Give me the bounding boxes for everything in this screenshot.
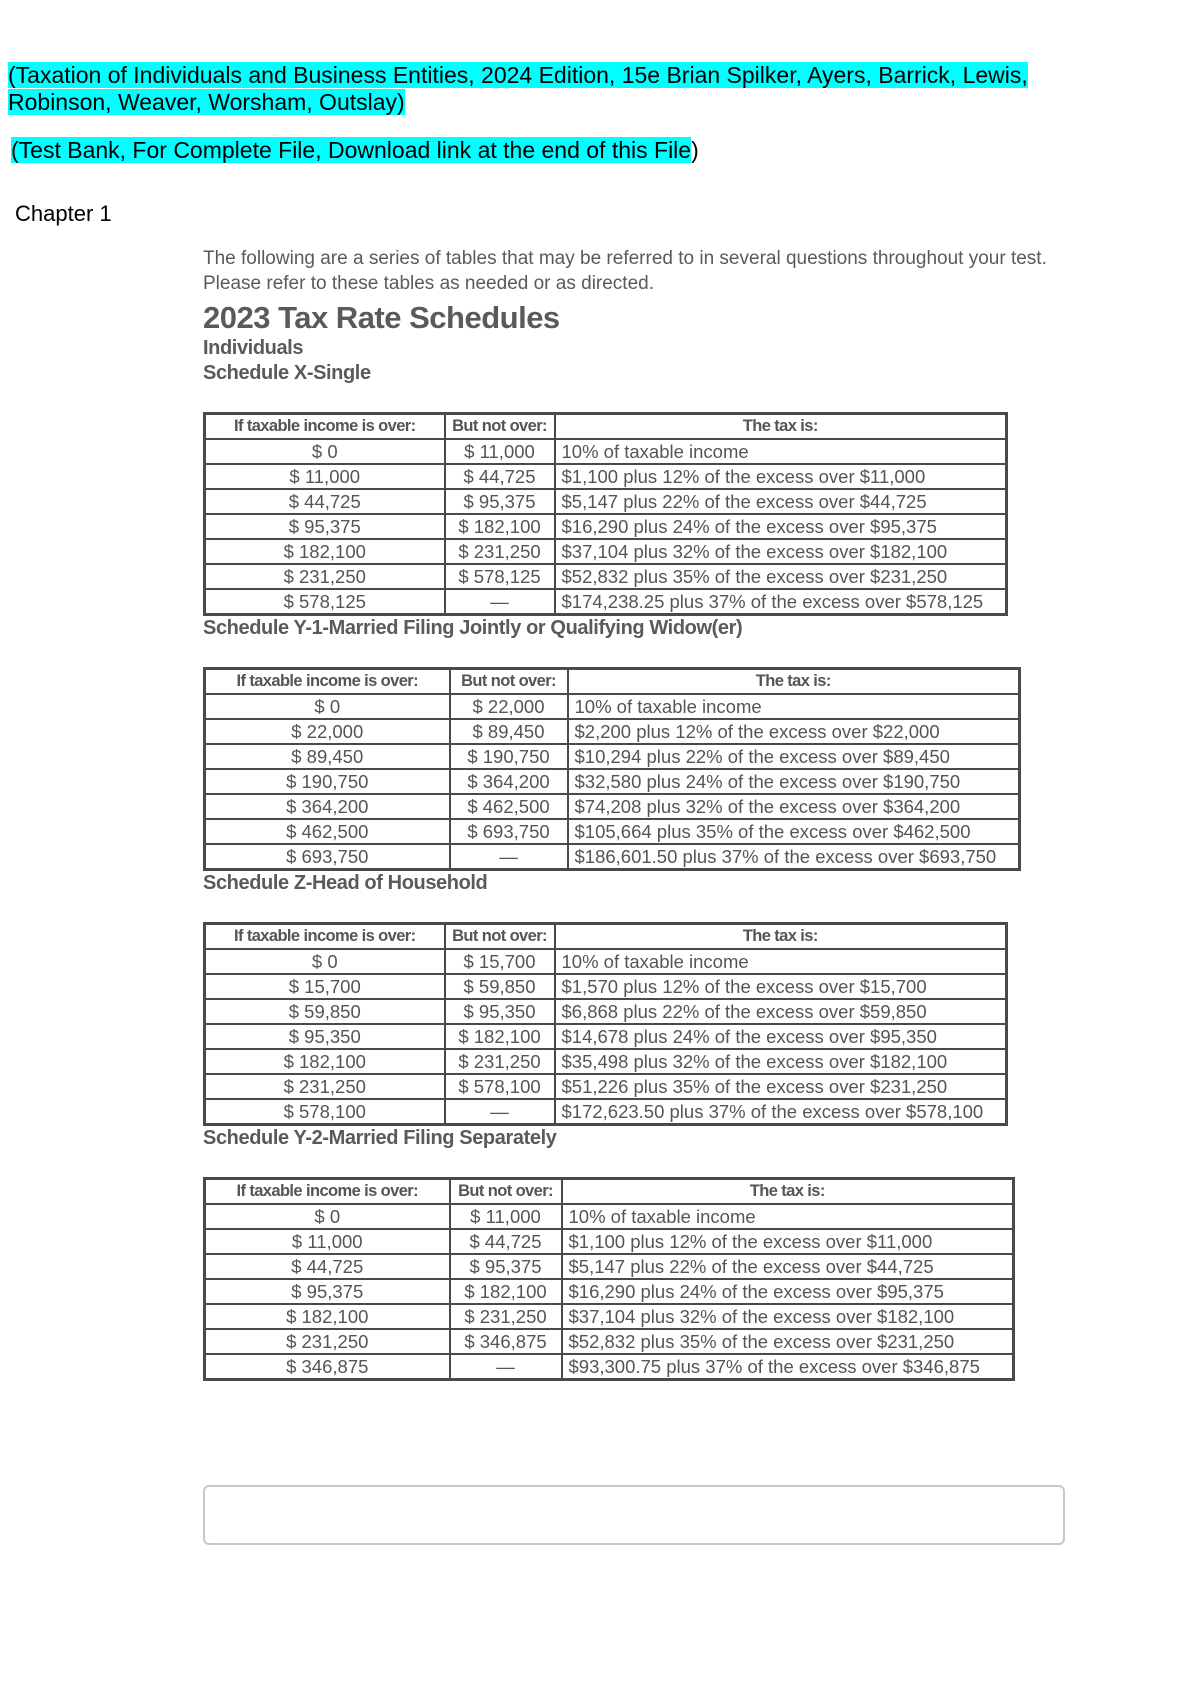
income-over-cell: $ 0 [205, 1204, 450, 1229]
tax-formula-cell: $51,226 plus 35% of the excess over $231,250 [555, 1074, 1007, 1099]
table-row [205, 514, 1007, 539]
table-row [205, 539, 1007, 564]
tax-formula-cell: $174,238.25 plus 37% of the excess over $578,125 [555, 589, 1007, 615]
tax-formula-cell: $16,290 plus 24% of the excess over $95,375 [555, 514, 1007, 539]
column-header: If taxable income is over: [205, 1179, 450, 1205]
table-row [205, 1354, 1014, 1380]
table-row [205, 1074, 1007, 1099]
tax-formula-cell: 10% of taxable income [555, 439, 1007, 464]
table-row [205, 464, 1007, 489]
income-over-cell: $ 15,700 [205, 974, 445, 999]
empty-answer-box [203, 1485, 1065, 1545]
table-row [205, 949, 1007, 974]
table-row [205, 999, 1007, 1024]
but-not-over-cell: $ 89,450 [450, 719, 568, 744]
but-not-over-cell: $ 44,725 [445, 464, 555, 489]
tax-formula-cell: $35,498 plus 32% of the excess over $182,100 [555, 1049, 1007, 1074]
tax-formula-cell: 10% of taxable income [562, 1204, 1014, 1229]
but-not-over-cell: — [445, 589, 555, 615]
but-not-over-cell: $ 182,100 [450, 1279, 562, 1304]
tax-formula-cell: $1,100 plus 12% of the excess over $11,000 [555, 464, 1007, 489]
income-over-cell: $ 231,250 [205, 1329, 450, 1354]
income-over-cell: $ 364,200 [205, 794, 450, 819]
but-not-over-cell: $ 364,200 [450, 769, 568, 794]
but-not-over-cell: — [450, 844, 568, 870]
but-not-over-cell: $ 190,750 [450, 744, 568, 769]
subtitle-tail-text: ) [691, 137, 699, 163]
income-over-cell: $ 182,100 [205, 539, 445, 564]
table-row [205, 974, 1007, 999]
column-header: If taxable income is over: [205, 669, 450, 695]
but-not-over-cell: — [450, 1354, 562, 1380]
income-over-cell: $ 89,450 [205, 744, 450, 769]
tax-formula-cell: $14,678 plus 24% of the excess over $95,350 [555, 1024, 1007, 1049]
table-row [205, 489, 1007, 514]
tax-formula-cell: $16,290 plus 24% of the excess over $95,375 [562, 1279, 1014, 1304]
table-row [205, 794, 1020, 819]
tax-formula-cell: $37,104 plus 32% of the excess over $182,100 [555, 539, 1007, 564]
tax-formula-cell: $5,147 plus 22% of the excess over $44,725 [555, 489, 1007, 514]
but-not-over-cell: $ 231,250 [445, 539, 555, 564]
income-over-cell: $ 95,375 [205, 1279, 450, 1304]
tax-formula-cell: $10,294 plus 22% of the excess over $89,450 [568, 744, 1020, 769]
column-header: The tax is: [568, 669, 1020, 695]
table-row [205, 1049, 1007, 1074]
schedule-title: Schedule Z-Head of Household [203, 872, 488, 894]
table-row [205, 1254, 1014, 1279]
but-not-over-cell: $ 231,250 [445, 1049, 555, 1074]
tax-formula-cell: $1,570 plus 12% of the excess over $15,700 [555, 974, 1007, 999]
income-over-cell: $ 578,100 [205, 1099, 445, 1125]
column-header: But not over: [445, 414, 555, 440]
but-not-over-cell: $ 693,750 [450, 819, 568, 844]
table-header-row [205, 414, 1007, 440]
income-over-cell: $ 22,000 [205, 719, 450, 744]
income-over-cell: $ 95,350 [205, 1024, 445, 1049]
table-row [205, 1329, 1014, 1354]
but-not-over-cell: $ 578,125 [445, 564, 555, 589]
table-row [205, 819, 1020, 844]
tax-schedule-table [203, 667, 1021, 871]
column-header: The tax is: [555, 414, 1007, 440]
tax-formula-cell: $2,200 plus 12% of the excess over $22,000 [568, 719, 1020, 744]
table-row [205, 744, 1020, 769]
table-row [205, 564, 1007, 589]
but-not-over-cell: $ 231,250 [450, 1304, 562, 1329]
table-header-row [205, 1179, 1014, 1205]
column-header: The tax is: [555, 924, 1007, 950]
table-row [205, 1099, 1007, 1125]
schedules-container [203, 361, 1103, 1381]
table-row [205, 769, 1020, 794]
table-row [205, 439, 1007, 464]
income-over-cell: $ 11,000 [205, 464, 445, 489]
tax-formula-cell: 10% of taxable income [568, 694, 1020, 719]
title-line-1-text: (Taxation of Individuals and Business Entities, 2024 Edition, 15e Brian Spilker, Ayers, Barrick, Lewis, [8, 62, 1028, 88]
column-header: The tax is: [562, 1179, 1014, 1205]
income-over-cell: $ 182,100 [205, 1304, 450, 1329]
table-row [205, 719, 1020, 744]
income-over-cell: $ 95,375 [205, 514, 445, 539]
income-over-cell: $ 462,500 [205, 819, 450, 844]
but-not-over-cell: $ 22,000 [450, 694, 568, 719]
chapter-label: Chapter 1 [15, 201, 112, 226]
table-row [205, 1229, 1014, 1254]
income-over-cell: $ 59,850 [205, 999, 445, 1024]
tax-formula-cell: $172,623.50 plus 37% of the excess over $578,100 [555, 1099, 1007, 1125]
table-row [205, 1279, 1014, 1304]
schedule-title: Schedule X-Single [203, 362, 371, 384]
but-not-over-cell: — [445, 1099, 555, 1125]
intro-paragraph: The following are a series of tables that may be referred to in several questions throughout your test. Please refer to these tables as needed or as directed. [203, 248, 1047, 294]
title-line-2-text: Robinson, Weaver, Worsham, Outslay) [8, 89, 405, 115]
column-header: But not over: [450, 1179, 562, 1205]
document-subtitle [11, 137, 699, 164]
income-over-cell: $ 0 [205, 439, 445, 464]
table-row [205, 1024, 1007, 1049]
income-over-cell: $ 231,250 [205, 1074, 445, 1099]
but-not-over-cell: $ 15,700 [445, 949, 555, 974]
section-heading: Individuals [203, 337, 304, 359]
but-not-over-cell: $ 11,000 [450, 1204, 562, 1229]
but-not-over-cell: $ 182,100 [445, 1024, 555, 1049]
table-row [205, 589, 1007, 615]
income-over-cell: $ 182,100 [205, 1049, 445, 1074]
table-row [205, 1304, 1014, 1329]
income-over-cell: $ 231,250 [205, 564, 445, 589]
but-not-over-cell: $ 59,850 [445, 974, 555, 999]
tax-formula-cell: $186,601.50 plus 37% of the excess over $693,750 [568, 844, 1020, 870]
table-row [205, 694, 1020, 719]
tax-schedule-table [203, 412, 1008, 616]
tax-formula-cell: $52,832 plus 35% of the excess over $231,250 [555, 564, 1007, 589]
income-over-cell: $ 44,725 [205, 489, 445, 514]
tax-formula-cell: $93,300.75 plus 37% of the excess over $346,875 [562, 1354, 1014, 1380]
document-title-line-1 [8, 62, 1028, 89]
column-header: But not over: [450, 669, 568, 695]
table-row [205, 1204, 1014, 1229]
but-not-over-cell: $ 95,350 [445, 999, 555, 1024]
subtitle-highlighted-text: (Test Bank, For Complete File, Download link at the end of this File [11, 137, 692, 163]
tax-formula-cell: 10% of taxable income [555, 949, 1007, 974]
table-header-row [205, 924, 1007, 950]
tax-tables-section [203, 246, 1103, 1381]
income-over-cell: $ 11,000 [205, 1229, 450, 1254]
tax-schedule-table [203, 922, 1008, 1126]
but-not-over-cell: $ 462,500 [450, 794, 568, 819]
but-not-over-cell: $ 182,100 [445, 514, 555, 539]
income-over-cell: $ 346,875 [205, 1354, 450, 1380]
column-header: If taxable income is over: [205, 924, 445, 950]
tax-formula-cell: $52,832 plus 35% of the excess over $231,250 [562, 1329, 1014, 1354]
income-over-cell: $ 44,725 [205, 1254, 450, 1279]
tax-formula-cell: $5,147 plus 22% of the excess over $44,725 [562, 1254, 1014, 1279]
tax-formula-cell: $32,580 plus 24% of the excess over $190,750 [568, 769, 1020, 794]
column-header: If taxable income is over: [205, 414, 445, 440]
table-row [205, 844, 1020, 870]
tax-schedule-table [203, 1177, 1015, 1381]
income-over-cell: $ 0 [205, 949, 445, 974]
income-over-cell: $ 693,750 [205, 844, 450, 870]
schedule-title: Schedule Y-2-Married Filing Separately [203, 1127, 557, 1149]
document-title-line-2 [8, 89, 405, 116]
but-not-over-cell: $ 11,000 [445, 439, 555, 464]
main-heading: 2023 Tax Rate Schedules [203, 300, 560, 335]
income-over-cell: $ 0 [205, 694, 450, 719]
but-not-over-cell: $ 44,725 [450, 1229, 562, 1254]
schedule-title: Schedule Y-1-Married Filing Jointly or Qualifying Widow(er) [203, 617, 743, 639]
tax-formula-cell: $105,664 plus 35% of the excess over $462,500 [568, 819, 1020, 844]
column-header: But not over: [445, 924, 555, 950]
table-header-row [205, 669, 1020, 695]
tax-formula-cell: $74,208 plus 32% of the excess over $364,200 [568, 794, 1020, 819]
income-over-cell: $ 578,125 [205, 589, 445, 615]
tax-formula-cell: $6,868 plus 22% of the excess over $59,850 [555, 999, 1007, 1024]
tax-formula-cell: $37,104 plus 32% of the excess over $182,100 [562, 1304, 1014, 1329]
but-not-over-cell: $ 95,375 [445, 489, 555, 514]
but-not-over-cell: $ 346,875 [450, 1329, 562, 1354]
income-over-cell: $ 190,750 [205, 769, 450, 794]
tax-formula-cell: $1,100 plus 12% of the excess over $11,000 [562, 1229, 1014, 1254]
but-not-over-cell: $ 578,100 [445, 1074, 555, 1099]
but-not-over-cell: $ 95,375 [450, 1254, 562, 1279]
